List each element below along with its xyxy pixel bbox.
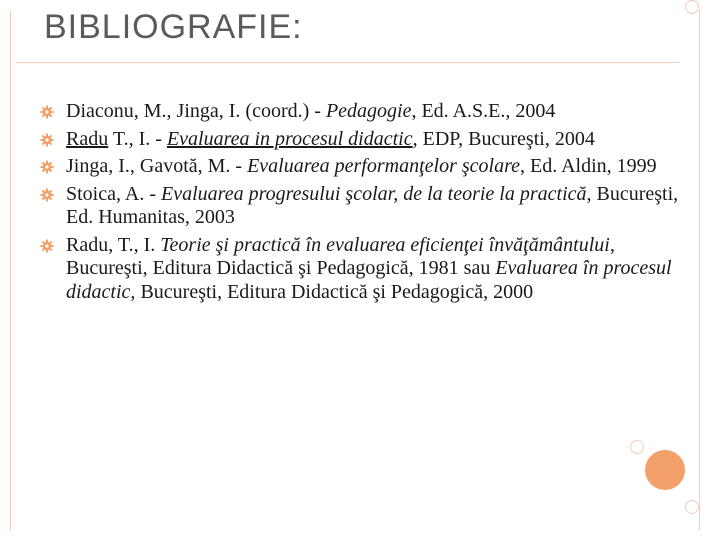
bibliography-entry [40,128,680,152]
bibliography-entry [40,100,680,124]
bibliography-list [40,100,680,308]
decor-ring-bottom [630,440,644,454]
bibliography-entry [40,183,680,230]
entry-text-segment: , Bucureşti, Editura Didactică şi Pedagogică, 1981 sau [66,233,615,279]
entry-text-segment: Evaluarea în procesul didactic, [66,257,672,303]
bibliography-entry [40,155,680,179]
entry-text-segment: Jinga, I., Gavotă, M. - [66,155,248,177]
decor-ring-top [685,0,699,14]
entry-text-segment: T., I. - [108,127,167,150]
entry-text-segment: Evaluarea progresului şcolar, de la teorie la practică [161,182,587,205]
entry-text-segment: Bucureşti, Editura Didactică şi Pedagogică, 2000 [135,280,534,303]
title-divider [16,62,680,63]
entry-text-segment: , Ed. Aldin, 1999 [520,155,657,177]
slide-title: BIBLIOGRAFIE: [44,8,303,46]
gear-icon [40,160,54,174]
decor-circle [645,450,685,490]
gear-icon [40,188,54,202]
entry-text-segment: , EDP, Bucureşti, 2004 [412,127,595,150]
entry-text-segment: , Bucureşti, Ed. Humanitas, 2003 [66,182,679,228]
decor-ring-small [685,500,699,514]
bibliography-entry [40,234,680,305]
gear-icon [40,105,54,119]
entry-text-segment: Teorie şi practică în evaluarea eficienţei învăţământului [160,233,610,256]
entry-text-segment: Stoica, A. - [66,182,161,205]
entry-text-segment: Evaluarea in procesul didactic [166,127,413,150]
gear-icon [40,239,54,253]
entry-text-segment: Radu [66,127,109,150]
entry-text-segment: Evaluarea performanţelor şcolare [247,155,520,177]
entry-text-segment: , Ed. A.S.E., 2004 [411,100,556,122]
entry-text-segment: Diaconu, M., Jinga, I. (coord.) - [66,100,326,122]
entry-text-segment: Pedagogie [325,100,412,122]
entry-text-segment: Radu, T., I. [66,233,161,256]
gear-icon [40,133,54,147]
